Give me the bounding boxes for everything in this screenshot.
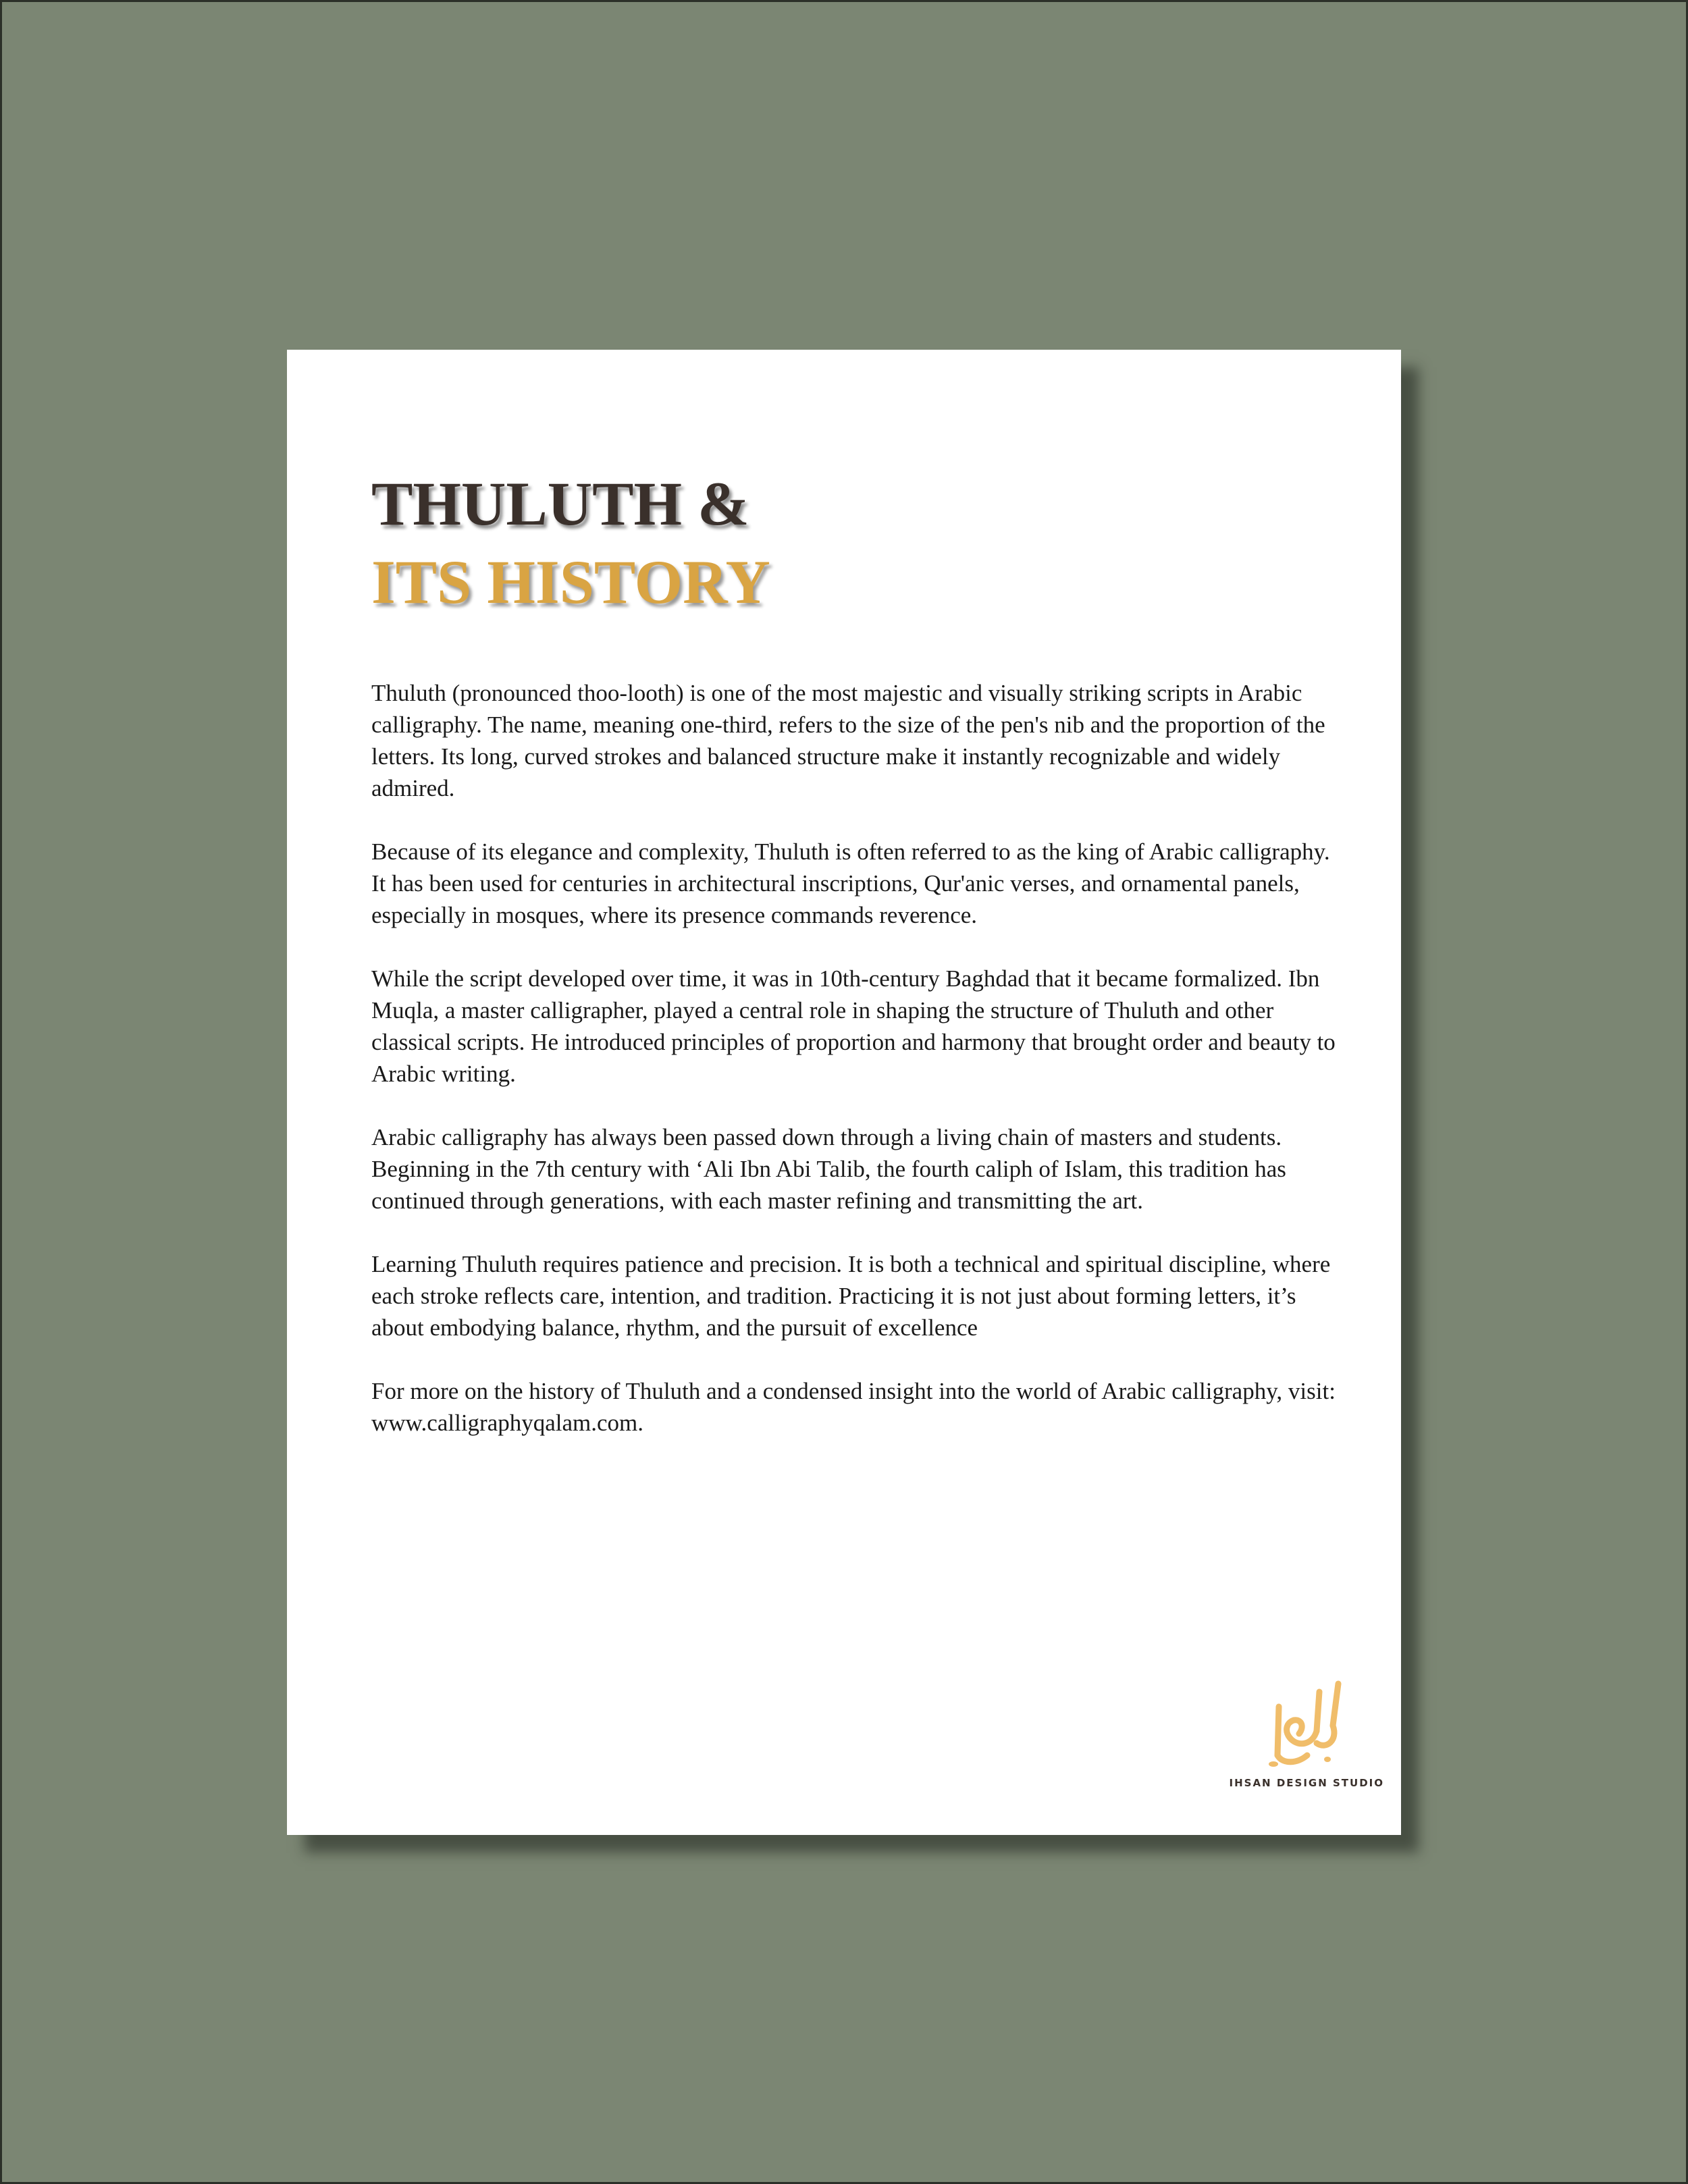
paragraph-tradition: Arabic calligraphy has always been passed down through a living chain of masters and students. Beginning in the 7th century with ‘Ali Ibn Abi Talib, the fourth caliph of Islam, this tradition has continued through generations, with each master refining and transmitting the art.: [371, 1124, 1286, 1214]
arabic-calligraphy-logo-icon: [1263, 1680, 1357, 1774]
title-line-2: ITS HISTORY: [371, 548, 770, 616]
paragraph-intro: Thuluth (pronounced thoo-looth) is one of the most majestic and visually striking scripts in Arabic calligraphy. The name, meaning one-third, refers to the size of the pen's nib and the proportion of the letters. Its long, curved strokes and balanced structure make it instantly recognizable and widely admired.: [371, 680, 1325, 801]
document-page: [287, 350, 1401, 1835]
paragraph-elegance: Because of its elegance and complexity, Thuluth is often referred to as the king of Arabic calligraphy. It has been used for centuries in architectural inscriptions, Qur'anic verses, and ornamental panels, especially in mosques, where its presence commands reverence.: [371, 838, 1330, 928]
paragraph-history: While the script developed over time, it was in 10th-century Baghdad that it became formalized. Ibn Muqla, a master calligrapher, played a central role in shaping the structure of Thuluth and other classical scripts. He introduced principles of proportion and harmony that brought order and beauty to Arabic writing.: [371, 965, 1336, 1087]
studio-logo-caption: IHSAN DESIGN STUDIO: [1229, 1777, 1384, 1789]
body-text: [371, 677, 1344, 1470]
page-title: [371, 464, 770, 621]
paragraph-learning: Learning Thuluth requires patience and precision. It is both a technical and spiritual discipline, where each stroke reflects care, intention, and tradition. Practicing it is not just about forming letters, it’s about embodying balance, rhythm, and the pursuit of excellence: [371, 1251, 1331, 1341]
studio-logo: [1209, 1680, 1384, 1808]
title-line-1: THULUTH &: [371, 469, 749, 538]
paragraph-more-info: For more on the history of Thuluth and a condensed insight into the world of Arabic calligraphy, visit: www.calligraphyqalam.com.: [371, 1378, 1336, 1436]
